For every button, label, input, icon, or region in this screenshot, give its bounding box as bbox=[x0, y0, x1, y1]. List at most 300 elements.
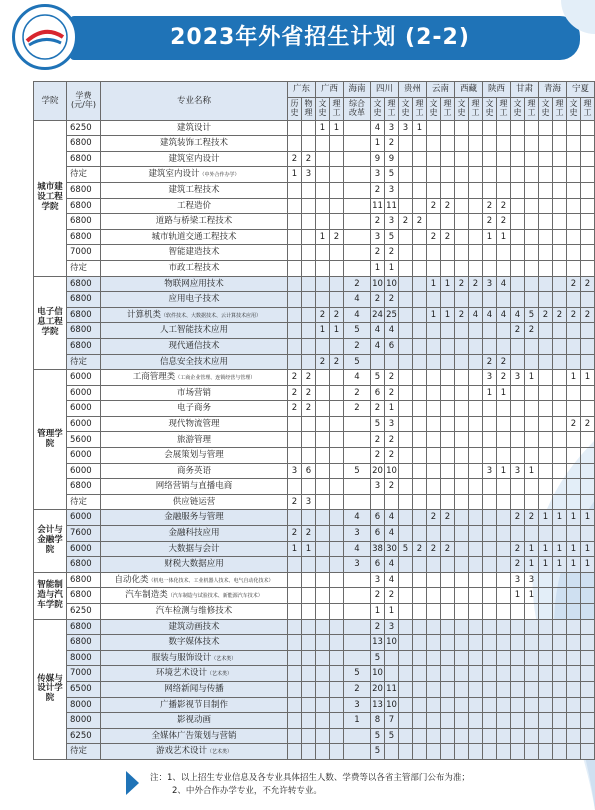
major-note: （软件技术、大数据技术、云计算技术应用） bbox=[161, 312, 262, 319]
quota-cell bbox=[413, 167, 427, 183]
quota-cell bbox=[483, 448, 497, 464]
quota-cell: 2 bbox=[581, 276, 595, 292]
quota-cell bbox=[525, 448, 539, 464]
quota-cell bbox=[288, 432, 302, 448]
quota-cell bbox=[539, 681, 553, 697]
province-header: 陕西 bbox=[483, 82, 511, 98]
table-row bbox=[34, 370, 595, 386]
quota-cell bbox=[581, 479, 595, 495]
quota-cell bbox=[330, 494, 344, 510]
quota-cell bbox=[427, 681, 441, 697]
quota-cell bbox=[288, 214, 302, 230]
quota-cell bbox=[455, 432, 469, 448]
quota-cell bbox=[469, 214, 483, 230]
major-name bbox=[101, 557, 288, 573]
quota-cell: 3 bbox=[302, 167, 316, 183]
quota-cell bbox=[511, 432, 525, 448]
tuition-fee: 6800 bbox=[67, 198, 101, 214]
subject-header: 文 史 bbox=[483, 97, 497, 120]
quota-cell bbox=[385, 354, 399, 370]
quota-cell: 2 bbox=[302, 526, 316, 542]
major-name bbox=[101, 494, 288, 510]
quota-cell bbox=[455, 167, 469, 183]
quota-cell bbox=[567, 728, 581, 744]
table-row bbox=[34, 182, 595, 198]
quota-cell bbox=[497, 619, 511, 635]
quota-cell bbox=[511, 666, 525, 682]
quota-cell bbox=[413, 276, 427, 292]
quota-cell bbox=[302, 728, 316, 744]
quota-cell bbox=[455, 370, 469, 386]
quota-cell bbox=[413, 666, 427, 682]
major-title: 市政工程技术 bbox=[168, 262, 220, 273]
tuition-fee: 6000 bbox=[67, 541, 101, 557]
quota-cell bbox=[497, 167, 511, 183]
quota-cell: 2 bbox=[302, 385, 316, 401]
quota-cell bbox=[455, 385, 469, 401]
quota-cell bbox=[455, 182, 469, 198]
quota-cell bbox=[539, 182, 553, 198]
quota-cell bbox=[427, 635, 441, 651]
quota-cell bbox=[553, 681, 567, 697]
quota-cell bbox=[344, 728, 371, 744]
quota-cell bbox=[344, 198, 371, 214]
quota-cell: 1 bbox=[316, 229, 330, 245]
quota-cell bbox=[539, 728, 553, 744]
quota-cell bbox=[567, 260, 581, 276]
major-title: 现代物流管理 bbox=[168, 418, 220, 429]
quota-cell: 2 bbox=[288, 494, 302, 510]
quota-cell bbox=[330, 619, 344, 635]
quota-cell bbox=[483, 479, 497, 495]
quota-cell bbox=[539, 151, 553, 167]
quota-cell bbox=[427, 650, 441, 666]
quota-cell: 2 bbox=[344, 276, 371, 292]
quota-cell bbox=[483, 167, 497, 183]
major-name bbox=[101, 463, 288, 479]
quota-cell bbox=[302, 666, 316, 682]
school-logo bbox=[12, 4, 78, 70]
quota-cell: 1 bbox=[581, 541, 595, 557]
major-title: 建筑室内设计 bbox=[148, 169, 200, 180]
quota-cell bbox=[330, 432, 344, 448]
quota-cell bbox=[288, 650, 302, 666]
quota-cell bbox=[539, 588, 553, 604]
quota-cell bbox=[539, 136, 553, 152]
quota-cell: 1 bbox=[525, 588, 539, 604]
table-row bbox=[34, 354, 595, 370]
tuition-fee: 8000 bbox=[67, 650, 101, 666]
quota-cell bbox=[316, 541, 330, 557]
quota-cell: 10 bbox=[371, 276, 385, 292]
quota-cell bbox=[302, 307, 316, 323]
quota-cell bbox=[288, 120, 302, 136]
quota-cell bbox=[511, 697, 525, 713]
quota-cell bbox=[469, 432, 483, 448]
quota-cell bbox=[316, 292, 330, 308]
quota-cell bbox=[399, 260, 413, 276]
table-row bbox=[34, 463, 595, 479]
quota-cell: 3 bbox=[385, 214, 399, 230]
major-title: 城市轨道交通工程技术 bbox=[151, 231, 237, 242]
quota-cell bbox=[441, 292, 455, 308]
quota-cell bbox=[539, 526, 553, 542]
quota-cell bbox=[441, 370, 455, 386]
quota-cell: 1 bbox=[385, 604, 399, 620]
college-name: 城市建设工程学院 bbox=[34, 120, 67, 276]
quota-cell: 1 bbox=[385, 260, 399, 276]
quota-cell bbox=[427, 385, 441, 401]
quota-cell bbox=[441, 650, 455, 666]
quota-cell bbox=[581, 572, 595, 588]
quota-cell: 1 bbox=[581, 370, 595, 386]
quota-cell bbox=[483, 260, 497, 276]
corner-decoration-icon bbox=[535, 0, 595, 40]
quota-cell bbox=[539, 432, 553, 448]
quota-cell bbox=[413, 292, 427, 308]
quota-cell: 1 bbox=[539, 557, 553, 573]
major-title: 计算机类 bbox=[126, 309, 161, 320]
quota-cell bbox=[427, 354, 441, 370]
quota-cell: 3 bbox=[511, 572, 525, 588]
major-name bbox=[101, 245, 288, 261]
quota-cell bbox=[539, 167, 553, 183]
subject-header: 文 史 bbox=[455, 97, 469, 120]
quota-cell bbox=[483, 323, 497, 339]
table-row bbox=[34, 526, 595, 542]
tuition-fee: 6800 bbox=[67, 323, 101, 339]
quota-cell: 2 bbox=[385, 136, 399, 152]
quota-cell: 2 bbox=[539, 307, 553, 323]
quota-cell bbox=[553, 120, 567, 136]
quota-cell bbox=[288, 572, 302, 588]
quota-cell bbox=[427, 292, 441, 308]
quota-cell bbox=[497, 728, 511, 744]
school-logo-icon bbox=[15, 7, 75, 67]
province-header: 云南 bbox=[427, 82, 455, 98]
quota-cell bbox=[469, 510, 483, 526]
quota-cell bbox=[302, 182, 316, 198]
quota-cell bbox=[330, 416, 344, 432]
quota-cell: 20 bbox=[371, 463, 385, 479]
quota-cell bbox=[316, 432, 330, 448]
major-name bbox=[101, 697, 288, 713]
quota-cell: 2 bbox=[441, 541, 455, 557]
quota-cell bbox=[511, 167, 525, 183]
quota-cell: 6 bbox=[302, 463, 316, 479]
quota-cell bbox=[567, 604, 581, 620]
quota-cell: 1 bbox=[525, 463, 539, 479]
tuition-fee: 待定 bbox=[67, 744, 101, 760]
quota-cell: 2 bbox=[455, 307, 469, 323]
quota-cell bbox=[344, 182, 371, 198]
quota-cell bbox=[399, 526, 413, 542]
quota-cell bbox=[553, 650, 567, 666]
quota-cell bbox=[539, 323, 553, 339]
quota-cell bbox=[539, 572, 553, 588]
quota-cell: 2 bbox=[288, 385, 302, 401]
quota-cell bbox=[413, 728, 427, 744]
quota-cell: 1 bbox=[539, 541, 553, 557]
major-title: 环境艺术设计 bbox=[155, 668, 207, 679]
quota-cell bbox=[399, 604, 413, 620]
major-title: 金融服务与管理 bbox=[164, 512, 224, 523]
quota-cell bbox=[553, 728, 567, 744]
quota-cell bbox=[316, 214, 330, 230]
quota-cell bbox=[525, 214, 539, 230]
quota-cell bbox=[469, 198, 483, 214]
province-header: 广西 bbox=[316, 82, 344, 98]
quota-cell bbox=[427, 526, 441, 542]
quota-cell bbox=[302, 681, 316, 697]
quota-cell: 3 bbox=[371, 167, 385, 183]
quota-cell bbox=[413, 323, 427, 339]
province-header: 广东 bbox=[288, 82, 316, 98]
quota-cell bbox=[413, 526, 427, 542]
province-header: 宁夏 bbox=[567, 82, 595, 98]
quota-cell bbox=[567, 432, 581, 448]
quota-cell bbox=[581, 167, 595, 183]
subject-header: 历 史 bbox=[288, 97, 302, 120]
quota-cell bbox=[427, 120, 441, 136]
col-header-college: 学院 bbox=[34, 82, 67, 121]
quota-cell: 1 bbox=[553, 510, 567, 526]
quota-cell bbox=[413, 182, 427, 198]
quota-cell bbox=[427, 182, 441, 198]
quota-cell: 6 bbox=[371, 385, 385, 401]
tuition-fee: 6000 bbox=[67, 385, 101, 401]
quota-cell bbox=[427, 245, 441, 261]
subject-header: 理 工 bbox=[581, 97, 595, 120]
quota-cell: 6 bbox=[371, 510, 385, 526]
quota-cell bbox=[399, 292, 413, 308]
quota-cell bbox=[441, 572, 455, 588]
quota-cell bbox=[483, 681, 497, 697]
quota-cell bbox=[413, 588, 427, 604]
major-note: （艺术类） bbox=[207, 671, 233, 678]
quota-cell bbox=[483, 510, 497, 526]
quota-cell bbox=[330, 182, 344, 198]
quota-cell bbox=[385, 744, 399, 760]
quota-cell bbox=[316, 260, 330, 276]
quota-cell bbox=[316, 728, 330, 744]
quota-cell: 6 bbox=[371, 557, 385, 573]
quota-cell bbox=[483, 120, 497, 136]
quota-cell bbox=[525, 604, 539, 620]
quota-cell bbox=[455, 619, 469, 635]
major-name bbox=[101, 448, 288, 464]
quota-cell bbox=[511, 260, 525, 276]
quota-cell bbox=[288, 666, 302, 682]
quota-cell bbox=[316, 588, 330, 604]
quota-cell bbox=[567, 572, 581, 588]
major-name bbox=[101, 370, 288, 386]
quota-cell: 2 bbox=[371, 401, 385, 417]
quota-cell bbox=[497, 588, 511, 604]
major-name bbox=[101, 526, 288, 542]
quota-cell bbox=[567, 151, 581, 167]
quota-cell: 1 bbox=[441, 276, 455, 292]
quota-cell bbox=[469, 167, 483, 183]
quota-cell bbox=[413, 401, 427, 417]
quota-cell bbox=[567, 494, 581, 510]
quota-cell bbox=[344, 479, 371, 495]
tuition-fee: 6800 bbox=[67, 276, 101, 292]
quota-cell bbox=[302, 354, 316, 370]
quota-cell bbox=[441, 619, 455, 635]
quota-cell bbox=[497, 541, 511, 557]
quota-cell bbox=[539, 260, 553, 276]
quota-cell bbox=[539, 666, 553, 682]
quota-cell: 4 bbox=[511, 307, 525, 323]
quota-cell bbox=[288, 635, 302, 651]
quota-cell bbox=[511, 214, 525, 230]
quota-cell bbox=[455, 416, 469, 432]
quota-cell: 4 bbox=[385, 510, 399, 526]
major-name bbox=[101, 681, 288, 697]
quota-cell bbox=[344, 260, 371, 276]
quota-cell bbox=[539, 292, 553, 308]
quota-cell bbox=[288, 588, 302, 604]
quota-cell bbox=[469, 697, 483, 713]
table-row bbox=[34, 385, 595, 401]
major-name bbox=[101, 728, 288, 744]
quota-cell: 2 bbox=[385, 588, 399, 604]
quota-cell: 2 bbox=[330, 354, 344, 370]
subject-header: 理 工 bbox=[330, 97, 344, 120]
subject-header: 理 工 bbox=[497, 97, 511, 120]
quota-cell: 1 bbox=[288, 541, 302, 557]
quota-cell: 2 bbox=[497, 354, 511, 370]
quota-cell: 1 bbox=[567, 541, 581, 557]
quota-cell bbox=[539, 401, 553, 417]
quota-cell bbox=[469, 260, 483, 276]
quota-cell bbox=[553, 338, 567, 354]
quota-cell bbox=[330, 557, 344, 573]
quota-cell: 3 bbox=[511, 370, 525, 386]
subject-header: 文 史 bbox=[567, 97, 581, 120]
quota-cell bbox=[469, 338, 483, 354]
quota-cell bbox=[525, 666, 539, 682]
tuition-fee: 6000 bbox=[67, 416, 101, 432]
quota-cell bbox=[316, 494, 330, 510]
quota-cell bbox=[316, 604, 330, 620]
quota-cell: 1 bbox=[344, 713, 371, 729]
quota-cell: 1 bbox=[483, 385, 497, 401]
quota-cell: 10 bbox=[385, 635, 399, 651]
tuition-fee: 6000 bbox=[67, 448, 101, 464]
major-name bbox=[101, 479, 288, 495]
major-name bbox=[101, 572, 288, 588]
quota-cell bbox=[567, 385, 581, 401]
quota-cell: 2 bbox=[511, 557, 525, 573]
quota-cell bbox=[413, 370, 427, 386]
major-title: 全媒体广告策划与营销 bbox=[151, 730, 237, 741]
quota-cell bbox=[581, 260, 595, 276]
major-name bbox=[101, 198, 288, 214]
major-name bbox=[101, 292, 288, 308]
quota-cell bbox=[497, 401, 511, 417]
quota-cell: 1 bbox=[330, 120, 344, 136]
quota-cell bbox=[316, 401, 330, 417]
quota-cell bbox=[399, 385, 413, 401]
quota-cell bbox=[511, 650, 525, 666]
quota-cell bbox=[455, 463, 469, 479]
quota-cell bbox=[469, 713, 483, 729]
quota-cell bbox=[581, 136, 595, 152]
quota-cell bbox=[581, 214, 595, 230]
quota-cell bbox=[455, 338, 469, 354]
quota-cell bbox=[399, 697, 413, 713]
quota-cell bbox=[399, 136, 413, 152]
quota-cell bbox=[413, 650, 427, 666]
quota-cell bbox=[302, 229, 316, 245]
tuition-fee: 7600 bbox=[67, 526, 101, 542]
quota-cell bbox=[511, 198, 525, 214]
quota-cell bbox=[316, 666, 330, 682]
quota-cell: 2 bbox=[581, 416, 595, 432]
quota-cell: 10 bbox=[371, 666, 385, 682]
quota-cell bbox=[455, 697, 469, 713]
province-header: 海南 bbox=[344, 82, 371, 98]
quota-cell bbox=[330, 167, 344, 183]
col-header-major: 专业名称 bbox=[101, 82, 288, 121]
quota-cell bbox=[511, 136, 525, 152]
quota-cell bbox=[330, 666, 344, 682]
subject-header: 文 史 bbox=[511, 97, 525, 120]
quota-cell: 2 bbox=[302, 370, 316, 386]
quota-cell bbox=[483, 557, 497, 573]
quota-cell: 5 bbox=[371, 650, 385, 666]
major-title: 建筑设计 bbox=[176, 122, 211, 133]
quota-cell bbox=[567, 713, 581, 729]
quota-cell bbox=[553, 744, 567, 760]
quota-cell: 4 bbox=[469, 307, 483, 323]
province-header: 甘肃 bbox=[511, 82, 539, 98]
quota-cell bbox=[344, 744, 371, 760]
quota-cell bbox=[330, 572, 344, 588]
quota-cell: 2 bbox=[371, 432, 385, 448]
quota-cell bbox=[581, 338, 595, 354]
quota-cell bbox=[385, 666, 399, 682]
quota-cell bbox=[581, 401, 595, 417]
quota-cell: 1 bbox=[525, 541, 539, 557]
quota-cell bbox=[399, 494, 413, 510]
quota-cell bbox=[553, 526, 567, 542]
tuition-fee: 待定 bbox=[67, 167, 101, 183]
quota-cell bbox=[302, 635, 316, 651]
quota-cell bbox=[455, 323, 469, 339]
major-name bbox=[101, 182, 288, 198]
quota-cell bbox=[567, 401, 581, 417]
quota-cell bbox=[427, 619, 441, 635]
quota-cell bbox=[427, 136, 441, 152]
quota-cell bbox=[302, 588, 316, 604]
quota-cell bbox=[469, 292, 483, 308]
major-title: 建筑动画技术 bbox=[168, 621, 220, 632]
quota-cell: 24 bbox=[371, 307, 385, 323]
quota-cell: 1 bbox=[511, 588, 525, 604]
quota-cell bbox=[316, 198, 330, 214]
quota-cell bbox=[427, 572, 441, 588]
tuition-fee: 6800 bbox=[67, 182, 101, 198]
quota-cell bbox=[553, 619, 567, 635]
quota-cell bbox=[330, 448, 344, 464]
quota-cell bbox=[344, 604, 371, 620]
quota-cell: 5 bbox=[385, 229, 399, 245]
quota-cell bbox=[553, 151, 567, 167]
quota-cell bbox=[553, 182, 567, 198]
